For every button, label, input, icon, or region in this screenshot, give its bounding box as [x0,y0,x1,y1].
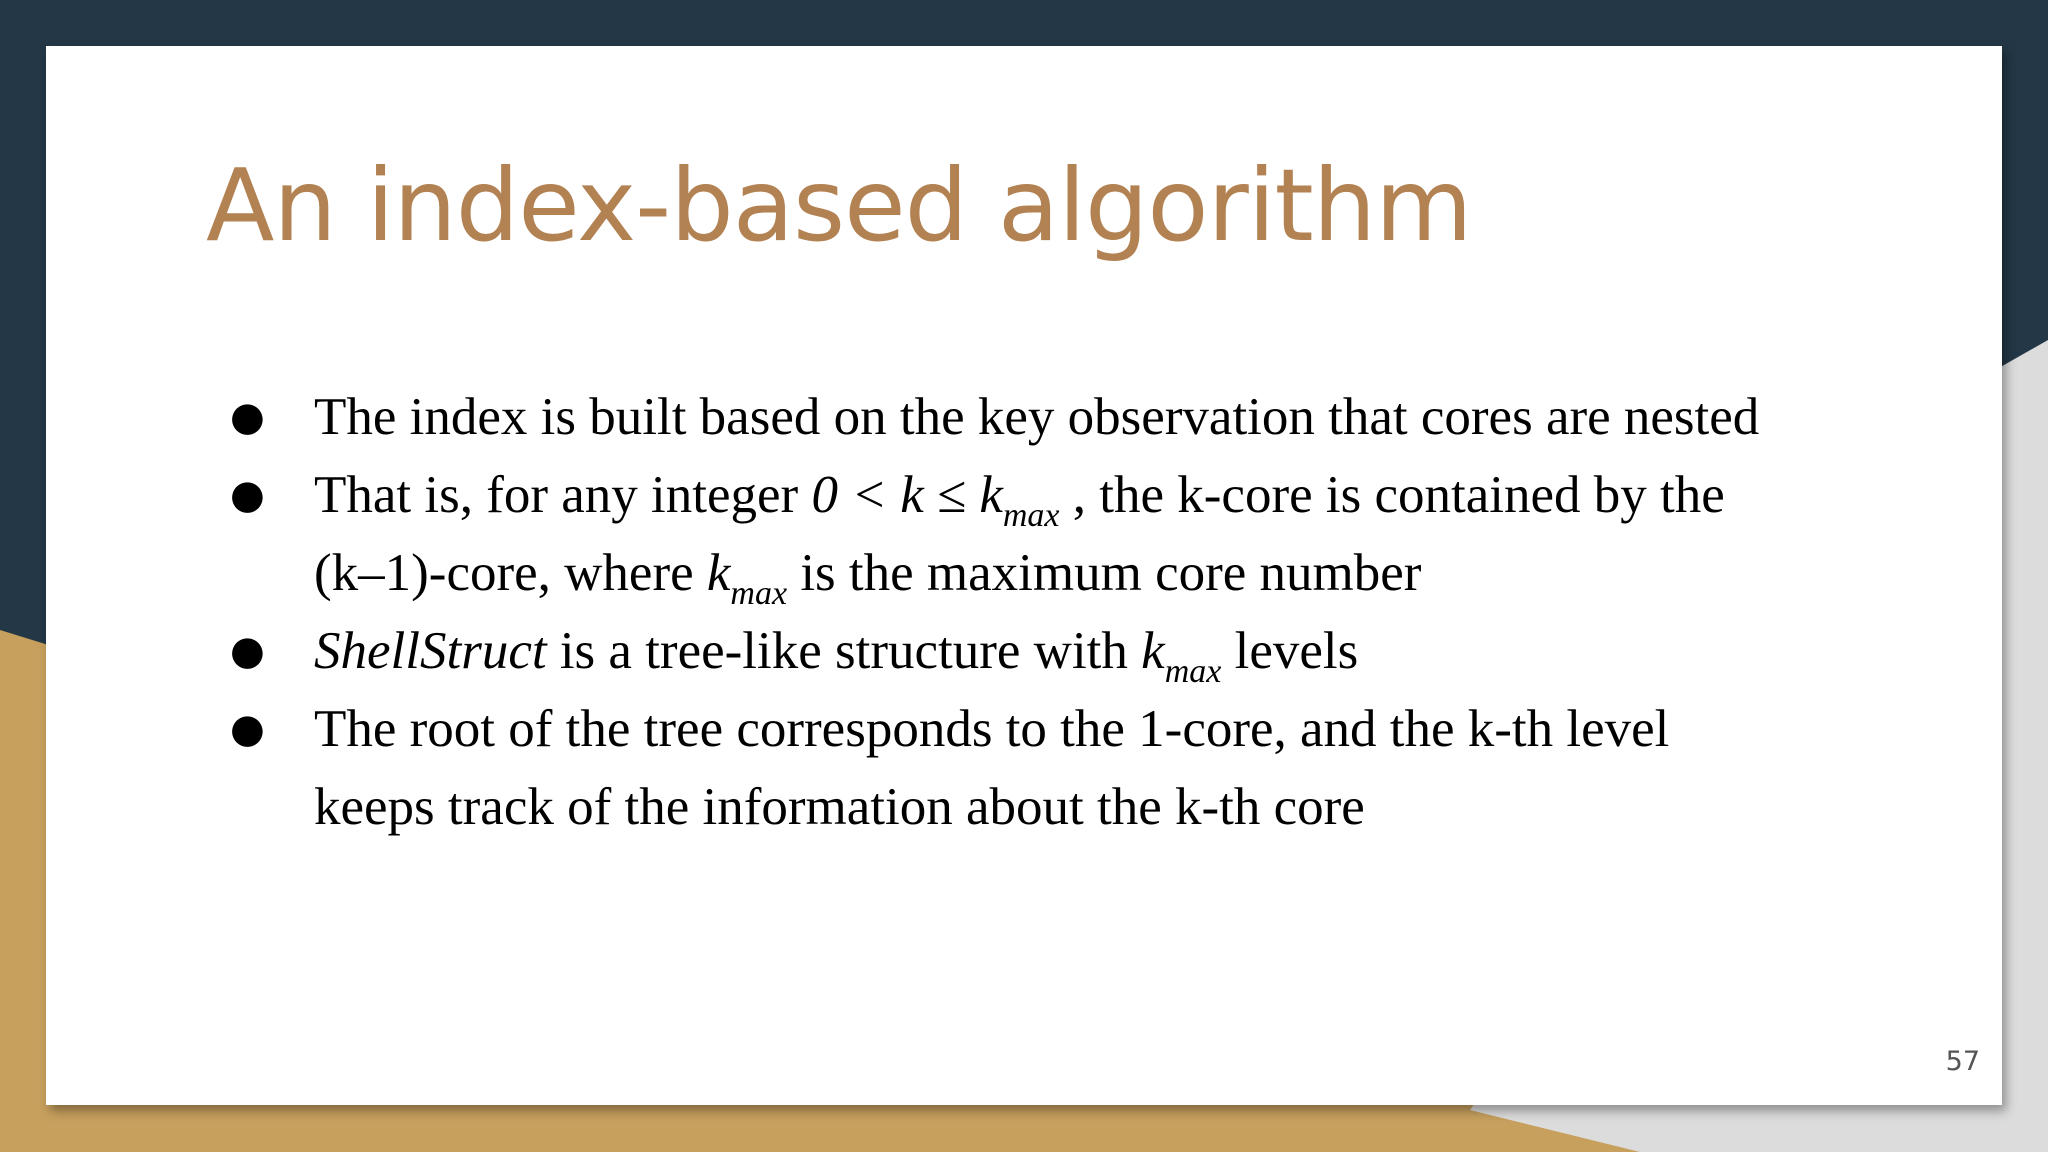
bullet-item-3 [230,612,1954,690]
bullet-marker: ● [230,472,265,518]
bullet-text-line2-pre: (k–1)-core, where [314,544,707,602]
math-subscript: max [730,575,788,612]
bullet-text-post: levels [1221,622,1359,680]
bullet-text-mid: , the k-core is contained by the [1059,466,1725,524]
page-number: 57 [1945,1046,1980,1077]
bullet-item-2 [230,456,1954,612]
bullet-text-line2: keeps track of the information about the k-th core [314,778,1365,836]
bullet-item-4 [230,690,1954,846]
bullet-marker: ● [230,706,265,752]
bullet-marker: ● [230,394,265,440]
math-subscript: max [1002,497,1060,534]
term-shellstruct: ShellStruct [314,622,547,680]
slide-title: An index-based algorithm [206,147,1472,264]
math-variable: k [706,544,731,602]
bullet-text-line2-post: is the maximum core number [787,544,1422,602]
math-inequality: 0 < k ≤ k [811,466,1003,524]
bullet-text-pre: That is, for any integer [314,466,812,524]
math-subscript: max [1164,653,1222,690]
bullet-list [230,378,1954,846]
slide [46,46,2002,1105]
bullet-text-line1: The root of the tree corresponds to the 1-core, and the k-th level [314,700,1670,758]
bullet-marker: ● [230,628,265,674]
math-variable: k [1141,622,1165,680]
bullet-text-pre: is a tree-like structure with [546,622,1142,680]
bullet-text: The index is built based on the key observation that cores are nested [314,388,1760,446]
bullet-item-1 [230,378,1954,456]
